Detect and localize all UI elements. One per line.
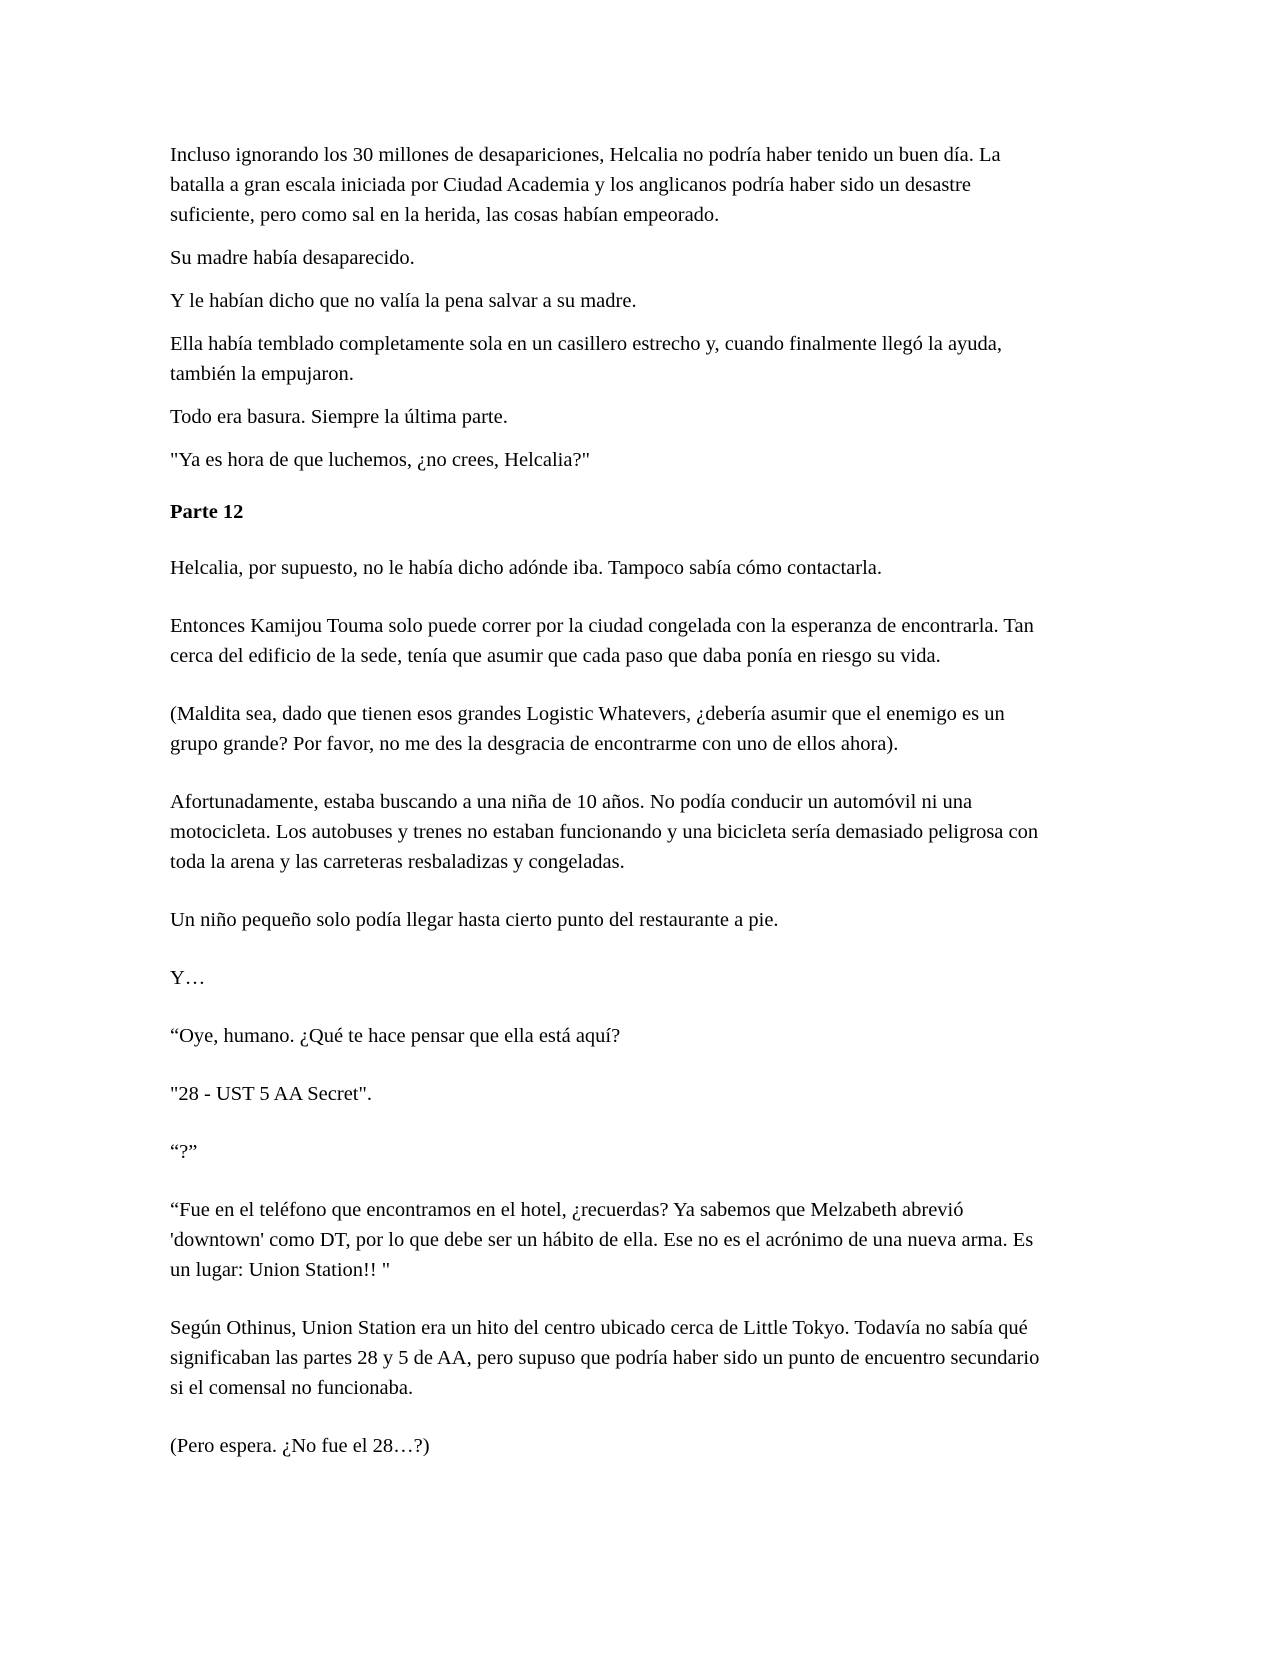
paragraph: (Maldita sea, dado que tienen esos grandes Logistic Whatevers, ¿debería asumir que el enemigo es un grupo grande? Por favor, no me des la desgracia de encontrarme con uno de ellos ahora). [170,703,1005,755]
paragraph: (Pero espera. ¿No fue el 28…?) [170,1435,430,1457]
paragraph: Entonces Kamijou Touma solo puede correr por la ciudad congelada con la esperanza de encontrarla. Tan cerca del edificio de la sede, tenía que asumir que cada paso que daba ponía en riesgo su vida. [170,615,1034,667]
paragraph: "28 - UST 5 AA Secret". [170,1083,372,1105]
paragraph: Helcalia, por supuesto, no le había dicho adónde iba. Tampoco sabía cómo contactarla. [170,557,883,579]
paragraph: “?” [170,1141,198,1163]
paragraph: Un niño pequeño solo podía llegar hasta cierto punto del restaurante a pie. [170,909,779,931]
paragraph: “Fue en el teléfono que encontramos en el hotel, ¿recuerdas? Ya sabemos que Melzabeth abrevió 'downtown' como DT, por lo que debe ser un hábito de ella. Ese no es el acrónimo de una nueva arma. Es un lugar: Union Station!! " [170,1199,1034,1281]
paragraph: Ella había temblado completamente sola en un casillero estrecho y, cuando finalmente llegó la ayuda, también la empujaron. [170,333,1003,385]
paragraph: Su madre había desaparecido. [170,247,415,269]
paragraph: Incluso ignorando los 30 millones de desapariciones, Helcalia no podría haber tenido un buen día. La batalla a gran escala iniciada por Ciudad Academia y los anglicanos podría haber sido un desastre suficiente, pero como sal en la herida, las cosas habían empeorado. [170,144,1001,226]
paragraph: Afortunadamente, estaba buscando a una niña de 10 años. No podía conducir un automóvil ni una motocicleta. Los autobuses y trenes no estaban funcionando y una bicicleta sería demasiado peligrosa con toda la arena y las carreteras resbaladizas y congeladas. [170,791,1039,873]
section-heading: Parte 12 [170,501,244,523]
paragraph: Todo era basura. Siempre la última parte. [170,406,508,428]
paragraph: Y le habían dicho que no valía la pena salvar a su madre. [170,290,637,312]
paragraph: Según Othinus, Union Station era un hito del centro ubicado cerca de Little Tokyo. Todavía no sabía qué significaban las partes 28 y 5 de AA, pero supuso que podría haber sido un punto de encuentro secundario si el comensal no funcionaba. [170,1317,1040,1399]
paragraph: Y… [170,967,206,989]
paragraph: “Oye, humano. ¿Qué te hace pensar que ella está aquí? [170,1025,621,1047]
paragraph: "Ya es hora de que luchemos, ¿no crees, Helcalia?" [170,449,590,471]
